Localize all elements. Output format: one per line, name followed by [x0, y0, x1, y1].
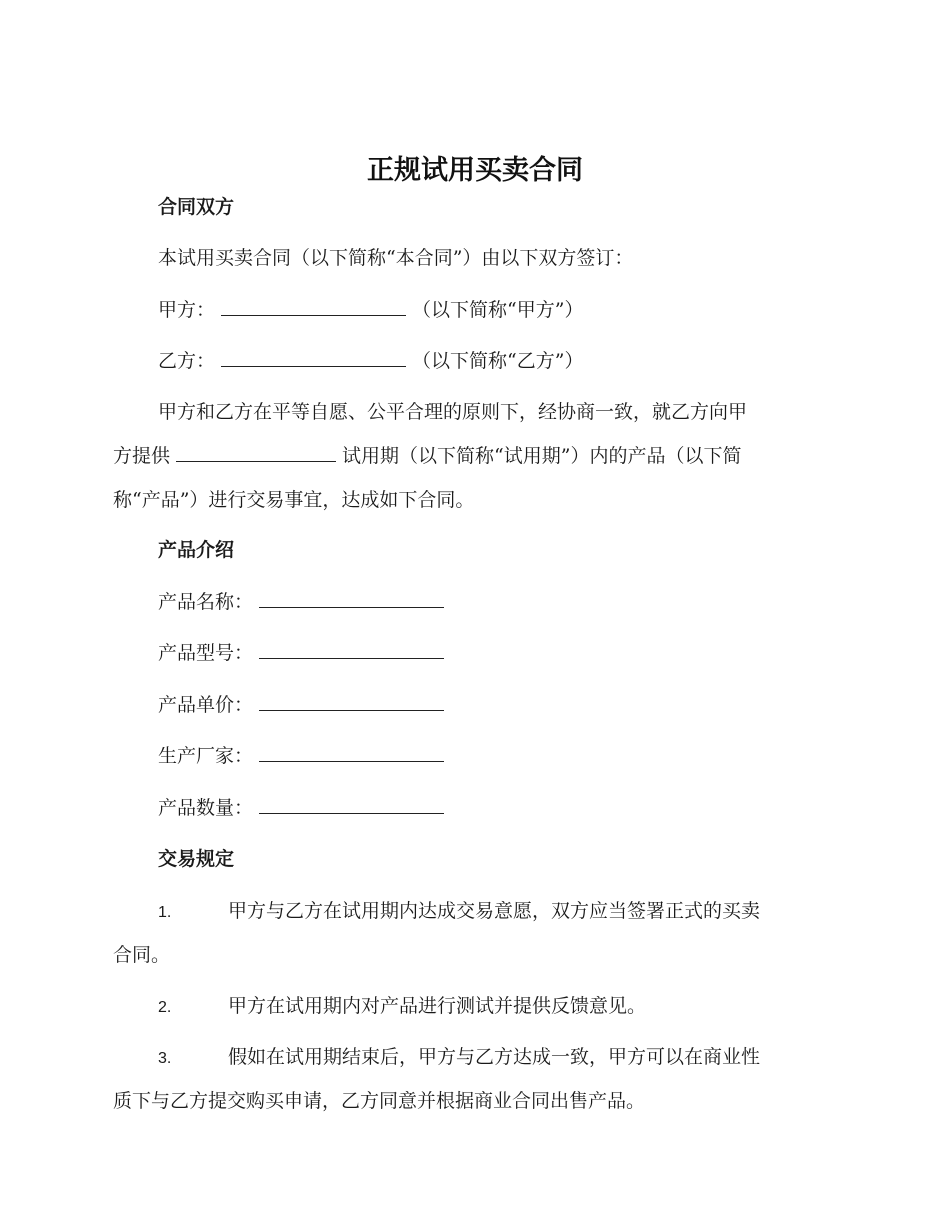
rule-item-3-line1 — [113, 1035, 878, 1081]
rule-item-1-line2: 合同。 — [113, 944, 171, 966]
rule-item-3-line2: 质下与乙方提交购买申请，乙方同意并根据商业合同出售产品。 — [113, 1090, 646, 1112]
rule-item-2-number: 2. — [158, 999, 172, 1016]
party-a-blank[interactable] — [221, 297, 406, 316]
intro-paragraph: 本试用买卖合同（以下简称“本合同”）由以下双方签订： — [158, 247, 634, 269]
product-quantity-label: 产品数量： — [158, 797, 254, 819]
rule-item-1-text: 甲方与乙方在试用期内达成交易意愿，双方应当签署正式的买卖 — [228, 900, 761, 922]
trial-period-blank[interactable] — [176, 443, 336, 462]
product-quantity-blank[interactable] — [259, 795, 444, 814]
section-heading-parties: 合同双方 — [158, 196, 235, 218]
section-heading-product: 产品介绍 — [158, 539, 235, 561]
rule-item-3-text: 假如在试用期结束后，甲方与乙方达成一致，甲方可以在商业性 — [228, 1046, 761, 1068]
agreement-paragraph-line2 — [113, 434, 833, 478]
product-price-blank[interactable] — [259, 692, 444, 711]
party-a-row — [113, 288, 878, 332]
agreement-line2-suffix: 试用期（以下简称“试用期”）内的产品（以下简 — [342, 445, 742, 467]
party-b-blank[interactable] — [221, 348, 406, 367]
party-a-label: 甲方： — [158, 299, 216, 321]
product-model-label: 产品型号： — [158, 642, 254, 664]
section-heading-rules: 交易规定 — [158, 848, 235, 870]
agreement-line2-prefix: 方提供 — [113, 445, 171, 467]
rule-item-3-number: 3. — [158, 1050, 172, 1067]
rule-item-2-text: 甲方在试用期内对产品进行测试并提供反馈意见。 — [228, 995, 647, 1017]
product-name-label: 产品名称： — [158, 591, 254, 613]
product-price-row — [113, 683, 878, 727]
manufacturer-row — [113, 734, 878, 778]
product-price-label: 产品单价： — [158, 694, 254, 716]
party-a-suffix: （以下简称“甲方”） — [412, 299, 584, 321]
product-quantity-row — [113, 786, 878, 830]
rule-item-1-number: 1. — [158, 904, 172, 921]
product-model-row — [113, 631, 878, 675]
party-b-label: 乙方： — [158, 350, 216, 372]
manufacturer-label: 生产厂家： — [158, 745, 254, 767]
rule-item-1-line1 — [113, 889, 878, 935]
agreement-paragraph-line1: 甲方和乙方在平等自愿、公平合理的原则下，经协商一致，就乙方向甲 — [158, 401, 748, 423]
agreement-paragraph-line3: 称“产品”）进行交易事宜，达成如下合同。 — [113, 489, 475, 511]
party-b-suffix: （以下简称“乙方”） — [412, 350, 584, 372]
manufacturer-blank[interactable] — [259, 743, 444, 762]
product-model-blank[interactable] — [259, 640, 444, 659]
party-b-row — [113, 339, 878, 383]
product-name-row — [113, 580, 878, 624]
rule-item-2-line1 — [113, 984, 878, 1030]
document-title: 正规试用买卖合同 — [367, 155, 583, 186]
product-name-blank[interactable] — [259, 589, 444, 608]
